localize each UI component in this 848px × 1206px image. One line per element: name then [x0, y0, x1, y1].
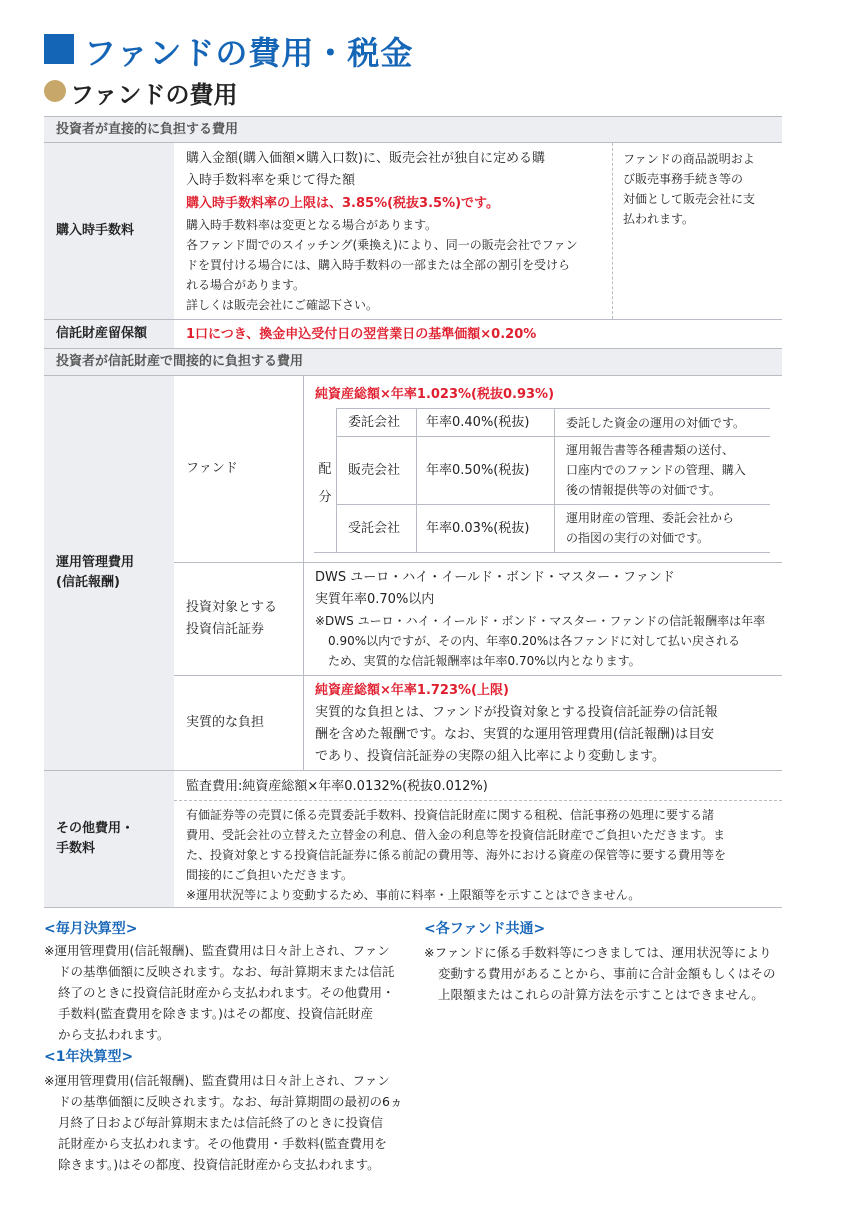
target-note1: ※DWS ユーロ・ハイ・イールド・ボンド・マスター・ファンドの信託報酬率は年率 — [315, 614, 766, 628]
purchase-fee-label: 購入時手数料 — [44, 143, 174, 319]
purchase-line2: 入時手数料率を乗じて得た額 — [186, 173, 356, 188]
indirect-cost-header: 投資者が信託財産で間接的に負担する費用 — [44, 348, 782, 376]
alloc-char2: 分 — [318, 490, 332, 505]
alloc-line-top — [336, 408, 770, 409]
alloc-row2-desc2: 口座内でのファンドの管理、購入 — [566, 463, 746, 477]
alloc-divider — [336, 408, 337, 552]
effective-line2: 酬を含めた報酬です。なお、実質的な運用管理費用(信託報酬)は目安 — [315, 727, 715, 742]
other-line2: 費用、受託会社の立替えた立替金の利息、借入金の利息等を投資信託財産でご負担いただきます。ま — [186, 828, 726, 842]
monthly-line4: 手数料(監査費用を除きます。)はその都度、投資信託財産 — [58, 1006, 374, 1021]
other-label-line1: その他費用・ — [56, 821, 135, 836]
alloc-row2-rate: 年率0.50%(税抜) — [426, 463, 530, 478]
purchase-note2: 各ファンド間でのスイッチング(乗換え)により、同一の販売会社でファン — [186, 238, 578, 252]
other-dash-divider — [174, 800, 782, 801]
mgmt-fee-label — [44, 376, 174, 770]
purchase-note1: 購入時手数料率は変更となる場合があります。 — [186, 218, 438, 232]
common-line1: ※ファンドに係る手数料等につきましては、運用状況等により — [424, 945, 772, 960]
annual-line3: 月終了日および毎計算期末または信託終了のときに投資信 — [58, 1115, 384, 1130]
target-label-line2: 投資信託証券 — [186, 622, 265, 637]
alloc-line-bottom — [314, 552, 770, 553]
alloc-char1: 配 — [318, 462, 332, 477]
effective-line3: であり、投資信託証券の実際の組入比率により変動します。 — [315, 749, 665, 764]
alloc-line-1 — [336, 436, 770, 437]
page-title: ファンドの費用・税金 — [84, 34, 414, 72]
other-line5: ※運用状況等により変動するため、事前に料率・上限額等を示すことはできません。 — [186, 888, 641, 902]
other-line1: 有価証券等の売買に係る売買委託手数料、投資信託財産に関する租税、信託事務の処理に要する諸 — [186, 808, 715, 822]
alloc-col-1 — [416, 408, 417, 552]
mgmt-label-line1: 運用管理費用 — [56, 555, 135, 570]
other-fee-label — [44, 771, 174, 907]
bullet-dot-icon — [44, 80, 66, 102]
alloc-row3-desc2: の指図の実行の対価です。 — [566, 531, 710, 545]
mgmt-label-line2: (信託報酬) — [56, 575, 120, 590]
fund-total-rate: 純資産総額×年率1.023%(税抜0.93%) — [315, 387, 555, 402]
target-note3: ため、実質的な信託報酬率は年率0.70%以内となります。 — [328, 654, 641, 668]
purchase-fee-content — [174, 143, 612, 319]
purchase-note4: れる場合があります。 — [186, 278, 306, 292]
annual-line5: 除きます。)はその都度、投資信託財産から支払われます。 — [58, 1157, 380, 1172]
side-line1: ファンドの商品説明およ — [623, 152, 755, 166]
purchase-side-note — [613, 143, 782, 319]
purchase-max-rate: 購入時手数料率の上限は、3.85%(税抜3.5%)です。 — [186, 196, 499, 211]
side-line2: び販売事務手続き等の — [623, 172, 744, 186]
effective-total: 純資産総額×年率1.723%(上限) — [315, 683, 509, 698]
alloc-row3-desc1: 運用財産の管理、委託会社から — [566, 511, 735, 525]
column-divider — [303, 376, 304, 770]
monthly-line5: から支払われます。 — [58, 1027, 170, 1042]
title-square-icon — [44, 34, 74, 64]
side-line4: 払われます。 — [623, 212, 695, 226]
alloc-row3-rate: 年率0.03%(税抜) — [426, 521, 530, 536]
allocation-table — [314, 408, 770, 552]
purchase-note3: ドを買付ける場合には、購入時手数料の一部または全部の割引を受けら — [186, 258, 571, 272]
side-line3: 対価として販売会社に支 — [623, 192, 756, 206]
monthly-line1: ※運用管理費用(信託報酬)、監査費用は日々計上され、ファン — [44, 943, 390, 958]
target-rate: 実質年率0.70%以内 — [315, 592, 435, 607]
annual-heading: <1年決算型> — [44, 1049, 134, 1065]
common-line3: 上限額またはこれらの計算方法を示すことはできません。 — [438, 987, 764, 1002]
monthly-line2: ドの基準価額に反映されます。なお、毎計算期末または信託 — [58, 964, 395, 979]
annual-line1: ※運用管理費用(信託報酬)、監査費用は日々計上され、ファン — [44, 1073, 390, 1088]
direct-cost-header: 投資者が直接的に負担する費用 — [44, 116, 782, 143]
alloc-row1-rate: 年率0.40%(税抜) — [426, 415, 530, 430]
effective-label: 実質的な負担 — [186, 715, 265, 730]
annual-line4: 託財産から支払われます。その他費用・手数料(監査費用を — [58, 1136, 387, 1151]
common-line2: 変動する費用があることから、事前に合計金額もしくはその — [438, 966, 776, 981]
effective-line1: 実質的な負担とは、ファンドが投資対象とする投資信託証券の信託報 — [315, 705, 718, 720]
alloc-row2-name: 販売会社 — [348, 463, 401, 478]
alloc-line-2 — [336, 504, 770, 505]
table-bottom-line — [44, 907, 782, 908]
reserve-label: 信託財産留保額 — [44, 320, 174, 348]
target-label-line1: 投資対象とする — [186, 600, 278, 615]
page-subtitle: ファンドの費用 — [70, 81, 238, 109]
purchase-line1: 購入金額(購入価額×購入口数)に、販売会社が独自に定める購 — [186, 151, 546, 166]
purchase-note5: 詳しくは販売会社にご確認下さい。 — [186, 298, 379, 312]
other-label-line2: 手数料 — [56, 841, 96, 856]
alloc-row2-desc1: 運用報告書等各種書類の送付、 — [566, 443, 735, 457]
target-fund-name: DWS ユーロ・ハイ・イールド・ボンド・マスター・ファンド — [315, 570, 675, 585]
alloc-row3-name: 受託会社 — [348, 521, 401, 536]
target-note2: 0.90%以内ですが、その内、年率0.20%は各ファンドに対して払い戻される — [328, 634, 741, 648]
audit-fee: 監査費用:純資産総額×年率0.0132%(税抜0.012%) — [186, 779, 488, 794]
subrow-divider-2 — [174, 675, 782, 676]
alloc-row1-desc: 委託した資金の運用の対価です。 — [566, 416, 746, 430]
fund-label: ファンド — [186, 461, 238, 476]
other-line3: た、投資対象とする投資信託証券に係る前記の費用等、海外における資産の保管等に要する費用等を — [186, 848, 727, 862]
alloc-row1-name: 委託会社 — [348, 415, 401, 430]
monthly-heading: <毎月決算型> — [44, 921, 138, 937]
subrow-divider-1 — [174, 562, 782, 563]
monthly-line3: 終了のときに投資信託財産から支払われます。その他費用・ — [58, 985, 395, 1000]
reserve-value: 1口につき、換金申込受付日の翌営業日の基準価額×0.20% — [186, 327, 537, 342]
other-line4: 間接的にご負担いただきます。 — [186, 868, 354, 882]
alloc-col-2 — [554, 408, 555, 552]
common-heading: <各ファンド共通> — [424, 921, 546, 937]
alloc-row2-desc3: 後の情報提供等の対価です。 — [566, 483, 722, 497]
annual-line2: ドの基準価額に反映されます。なお、毎計算期間の最初の6ヵ — [58, 1094, 403, 1109]
